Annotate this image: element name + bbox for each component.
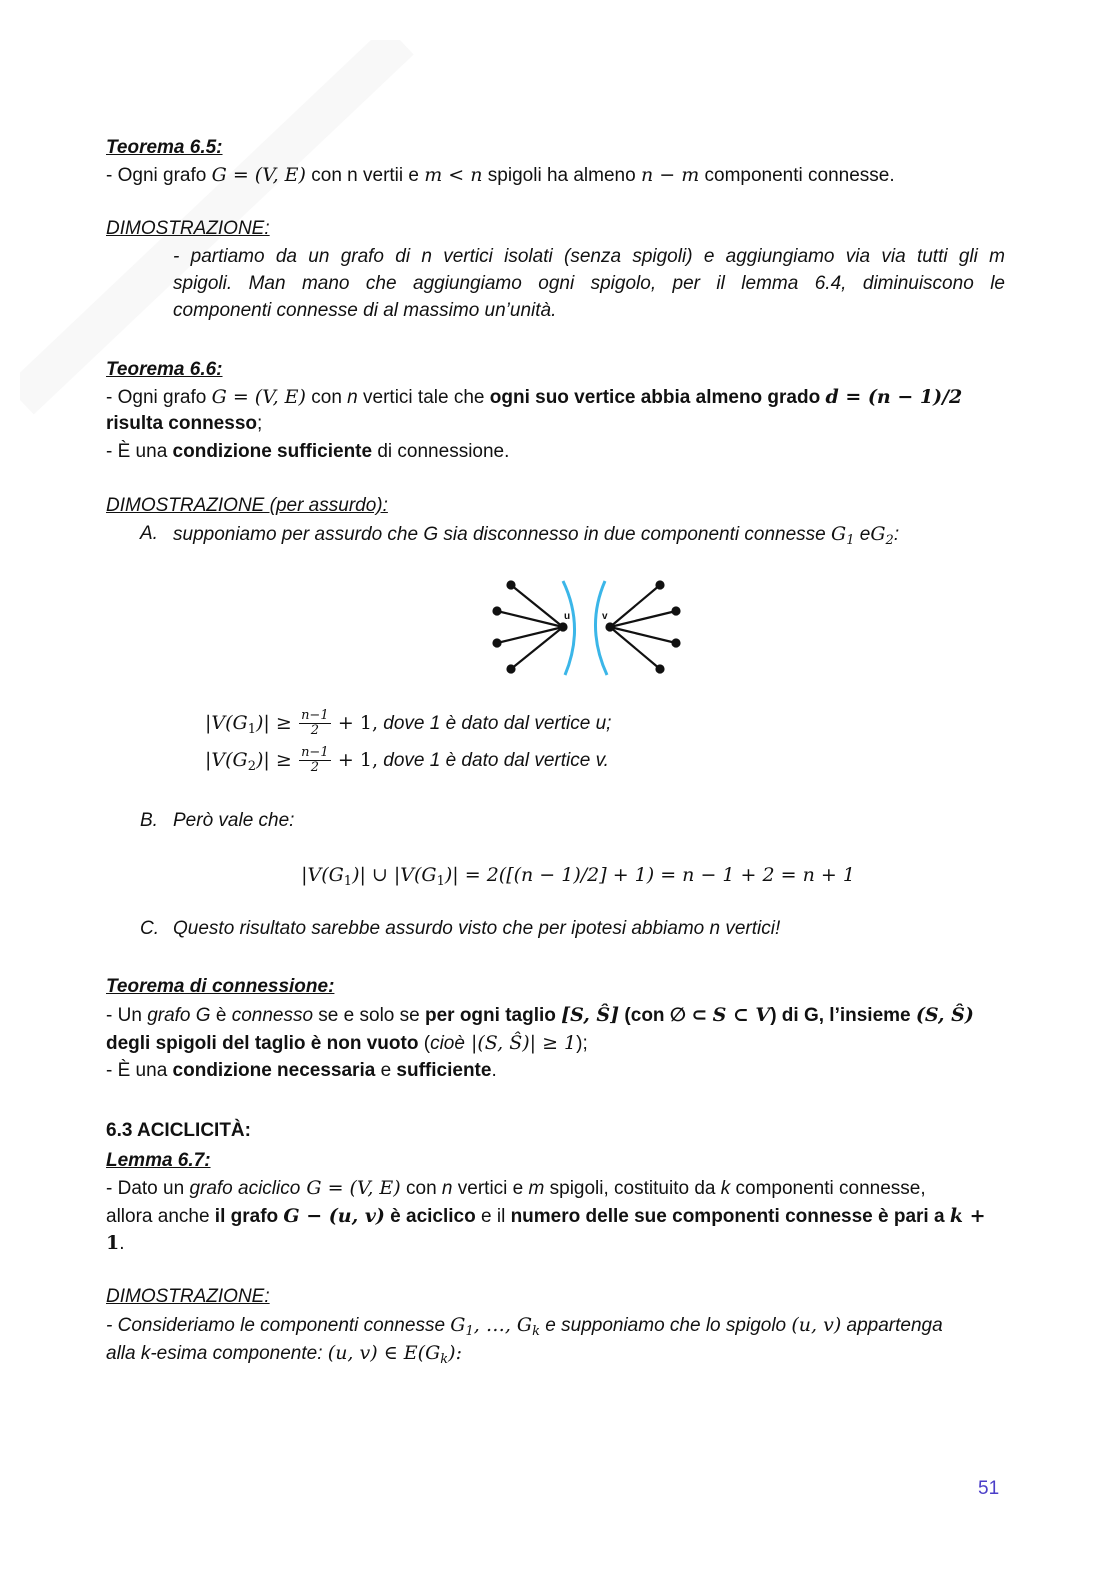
text: per ogni taglio bbox=[424, 1005, 562, 1026]
text: - Un bbox=[106, 1005, 148, 1026]
text: - Consideriamo le componenti connesse bbox=[106, 1315, 451, 1336]
theorem-6-6-title: Teorema 6.6: bbox=[106, 359, 223, 380]
cut-arc-right bbox=[595, 581, 607, 675]
fraction bbox=[299, 709, 331, 738]
math: |V(G bbox=[205, 749, 248, 771]
text: dove 1 è dato dal vertice u; bbox=[377, 713, 612, 734]
text: : bbox=[893, 524, 900, 545]
text: - Dato un bbox=[106, 1178, 190, 1199]
text: . bbox=[119, 1233, 125, 1254]
math: )| ≥ bbox=[256, 749, 292, 771]
lemma-6-7-title: Lemma 6.7: bbox=[106, 1150, 211, 1171]
text: componenti connesse. bbox=[699, 165, 895, 186]
subscript: 1 bbox=[846, 533, 855, 548]
node-right-1 bbox=[657, 582, 664, 589]
math: 1 bbox=[106, 1232, 120, 1254]
union-equation bbox=[20, 861, 1116, 896]
proof-1-title: DIMOSTRAZIONE: bbox=[106, 218, 270, 239]
math: (u, v) bbox=[791, 1314, 842, 1336]
node-left-2 bbox=[494, 608, 501, 615]
math: G = (V, E) bbox=[300, 1177, 401, 1199]
text: condizione sufficiente bbox=[172, 441, 373, 462]
text: e supponiamo che lo spigolo bbox=[540, 1315, 792, 1336]
math: )| = 2([(n − 1)/2] + 1) = n − 1 + 2 = n + 1 bbox=[444, 864, 855, 886]
disconnected-graph-figure bbox=[485, 575, 695, 680]
connection-theorem-line-3 bbox=[106, 1057, 1006, 1085]
text: spigoli ha almeno bbox=[482, 165, 641, 186]
text: ); bbox=[576, 1033, 588, 1054]
subscript: 1 bbox=[465, 1324, 474, 1339]
math: [S, Ŝ] bbox=[561, 1004, 620, 1026]
math: k + bbox=[949, 1205, 986, 1227]
text: di connessione. bbox=[372, 441, 510, 462]
math: G bbox=[870, 523, 886, 545]
text: connesso bbox=[231, 1005, 314, 1026]
section-heading: 6.3 ACICLICITÀ: bbox=[106, 1120, 251, 1141]
fraction-denominator: 2 bbox=[310, 760, 319, 776]
math: n − m bbox=[640, 164, 700, 186]
text: con bbox=[400, 1178, 442, 1199]
node-right-2 bbox=[673, 608, 680, 615]
text: dove 1 è dato dal vertice v. bbox=[377, 750, 609, 771]
lemma-6-7-line-2 bbox=[106, 1202, 1006, 1231]
text: condizione necessaria bbox=[172, 1060, 376, 1081]
text: risulta connesso bbox=[106, 413, 257, 434]
text: ( bbox=[418, 1033, 431, 1054]
text: grafo aciclico bbox=[189, 1178, 301, 1199]
subscript: 2 bbox=[247, 759, 256, 774]
text: n bbox=[441, 1178, 453, 1199]
math: , …, G bbox=[473, 1314, 533, 1336]
math: G = (V, E) bbox=[211, 164, 306, 186]
math: |(S, Ŝ)| ≥ 1 bbox=[464, 1032, 577, 1054]
proof-3-title: DIMOSTRAZIONE: bbox=[106, 1286, 270, 1307]
text: spigoli, costituito da bbox=[544, 1178, 721, 1199]
text: grafo G bbox=[147, 1005, 211, 1026]
theorem-6-6-line-1 bbox=[106, 383, 1006, 412]
math: d = (n − 1)/2 bbox=[825, 386, 963, 408]
math: G bbox=[450, 1314, 466, 1336]
item-c-label: C. bbox=[140, 918, 159, 939]
proof-2-title: DIMOSTRAZIONE (per assurdo): bbox=[106, 495, 388, 516]
text: è aciclico bbox=[384, 1206, 476, 1227]
text: è bbox=[210, 1005, 232, 1026]
text: e il bbox=[475, 1206, 511, 1227]
node-v-label: v bbox=[602, 611, 608, 622]
proof-3-line-2 bbox=[106, 1339, 1006, 1374]
fraction-denominator: 2 bbox=[310, 723, 319, 739]
subscript: k bbox=[532, 1324, 540, 1339]
connection-theorem-title: Teorema di connessione: bbox=[106, 976, 335, 997]
text: - È una bbox=[106, 441, 173, 462]
text: supponiamo per assurdo che G sia disconnesso in due componenti connesse bbox=[173, 524, 832, 545]
text: (con ∅ ⊂ bbox=[619, 1005, 713, 1026]
math: S ⊂ V bbox=[712, 1004, 771, 1026]
formula-vg2 bbox=[205, 745, 1105, 782]
proof-1-line-3: componenti connesse di al massimo un’unità. bbox=[173, 300, 557, 321]
text: ; bbox=[257, 413, 263, 434]
text: alla k-esima componente: bbox=[106, 1343, 328, 1364]
node-left-4 bbox=[508, 666, 515, 673]
math: |V(G bbox=[205, 712, 248, 734]
connection-theorem-line-2 bbox=[106, 1029, 1006, 1058]
text: m bbox=[528, 1178, 545, 1199]
math: )| ∪ |V(G bbox=[352, 864, 437, 886]
text: allora anche bbox=[106, 1206, 215, 1227]
math: |V(G bbox=[301, 864, 344, 886]
text: con n vertii e bbox=[305, 165, 425, 186]
item-b-text: Però vale che: bbox=[173, 810, 295, 831]
math: (u, v) ∈ E(G bbox=[327, 1342, 441, 1364]
item-a-text bbox=[173, 520, 899, 555]
text: appartenga bbox=[841, 1315, 943, 1336]
text: ogni suo vertice abbia almeno grado bbox=[489, 387, 826, 408]
proof-1-line-2: spigoli. Man mano che aggiungiamo ogni spigolo, per il lemma 6.4, diminuiscono le bbox=[173, 273, 1005, 294]
text: con bbox=[305, 387, 348, 408]
text: vertici tale che bbox=[357, 387, 490, 408]
math: )| ≥ bbox=[256, 712, 292, 734]
text: componenti connesse, bbox=[730, 1178, 926, 1199]
page-number: 51 bbox=[978, 1478, 1000, 1499]
math: (S, Ŝ) bbox=[915, 1004, 974, 1026]
node-u-label: u bbox=[564, 611, 571, 622]
lemma-6-7-line-1 bbox=[106, 1174, 1006, 1203]
math: G − (u, v) bbox=[283, 1205, 385, 1227]
node-right-3 bbox=[673, 640, 680, 647]
math: + 1, bbox=[337, 712, 378, 734]
subscript: 1 bbox=[436, 874, 445, 889]
text: cioè bbox=[430, 1033, 465, 1054]
math: m < n bbox=[424, 164, 483, 186]
theorem-6-6-line-3 bbox=[106, 438, 1006, 466]
text: - Ogni grafo bbox=[106, 387, 212, 408]
text: k bbox=[720, 1178, 731, 1199]
theorem-6-6-line-2 bbox=[106, 410, 1006, 438]
node-v bbox=[607, 624, 614, 631]
item-c-text: Questo risultato sarebbe assurdo visto che per ipotesi abbiamo n vertici! bbox=[173, 918, 781, 939]
text: il grafo bbox=[214, 1206, 284, 1227]
text: e bbox=[375, 1060, 397, 1081]
text: vertici e bbox=[452, 1178, 529, 1199]
node-right-4 bbox=[657, 666, 664, 673]
node-left-1 bbox=[508, 582, 515, 589]
text: - Ogni grafo bbox=[106, 165, 212, 186]
theorem-6-5-statement bbox=[106, 161, 1006, 190]
math: G = (V, E) bbox=[211, 386, 306, 408]
subscript: 1 bbox=[247, 722, 256, 737]
text: - È una bbox=[106, 1060, 173, 1081]
text: sufficiente bbox=[396, 1060, 492, 1081]
fraction-numerator: n−1 bbox=[301, 745, 329, 761]
node-left-3 bbox=[494, 640, 501, 647]
subscript: 2 bbox=[885, 533, 894, 548]
fraction bbox=[299, 746, 331, 775]
fraction-numerator: n−1 bbox=[301, 708, 329, 724]
text: e bbox=[854, 524, 871, 545]
connection-theorem-line-1 bbox=[106, 1001, 1006, 1030]
node-u bbox=[560, 624, 567, 631]
lemma-6-7-line-3 bbox=[106, 1229, 1006, 1258]
text: numero delle sue componenti connesse è pari a bbox=[510, 1206, 950, 1227]
theorem-6-5-title: Teorema 6.5: bbox=[106, 137, 223, 158]
text: degli spigoli del taglio è non vuoto bbox=[106, 1033, 419, 1054]
subscript: 1 bbox=[343, 874, 353, 889]
formula-vg1 bbox=[205, 708, 1105, 745]
item-b-label: B. bbox=[140, 810, 158, 831]
math: + 1, bbox=[337, 749, 378, 771]
text: n bbox=[347, 387, 358, 408]
math: ): bbox=[448, 1342, 462, 1364]
math: G bbox=[831, 523, 847, 545]
text: . bbox=[491, 1060, 497, 1081]
text: ) di G, l’insieme bbox=[770, 1005, 916, 1026]
text: se e solo se bbox=[313, 1005, 425, 1026]
item-a-label: A. bbox=[140, 523, 158, 544]
subscript: k bbox=[440, 1352, 449, 1367]
proof-1-line-1: - partiamo da un grafo di n vertici isolati (senza spigoli) e aggiungiamo via via tutti gli m bbox=[173, 246, 1005, 267]
